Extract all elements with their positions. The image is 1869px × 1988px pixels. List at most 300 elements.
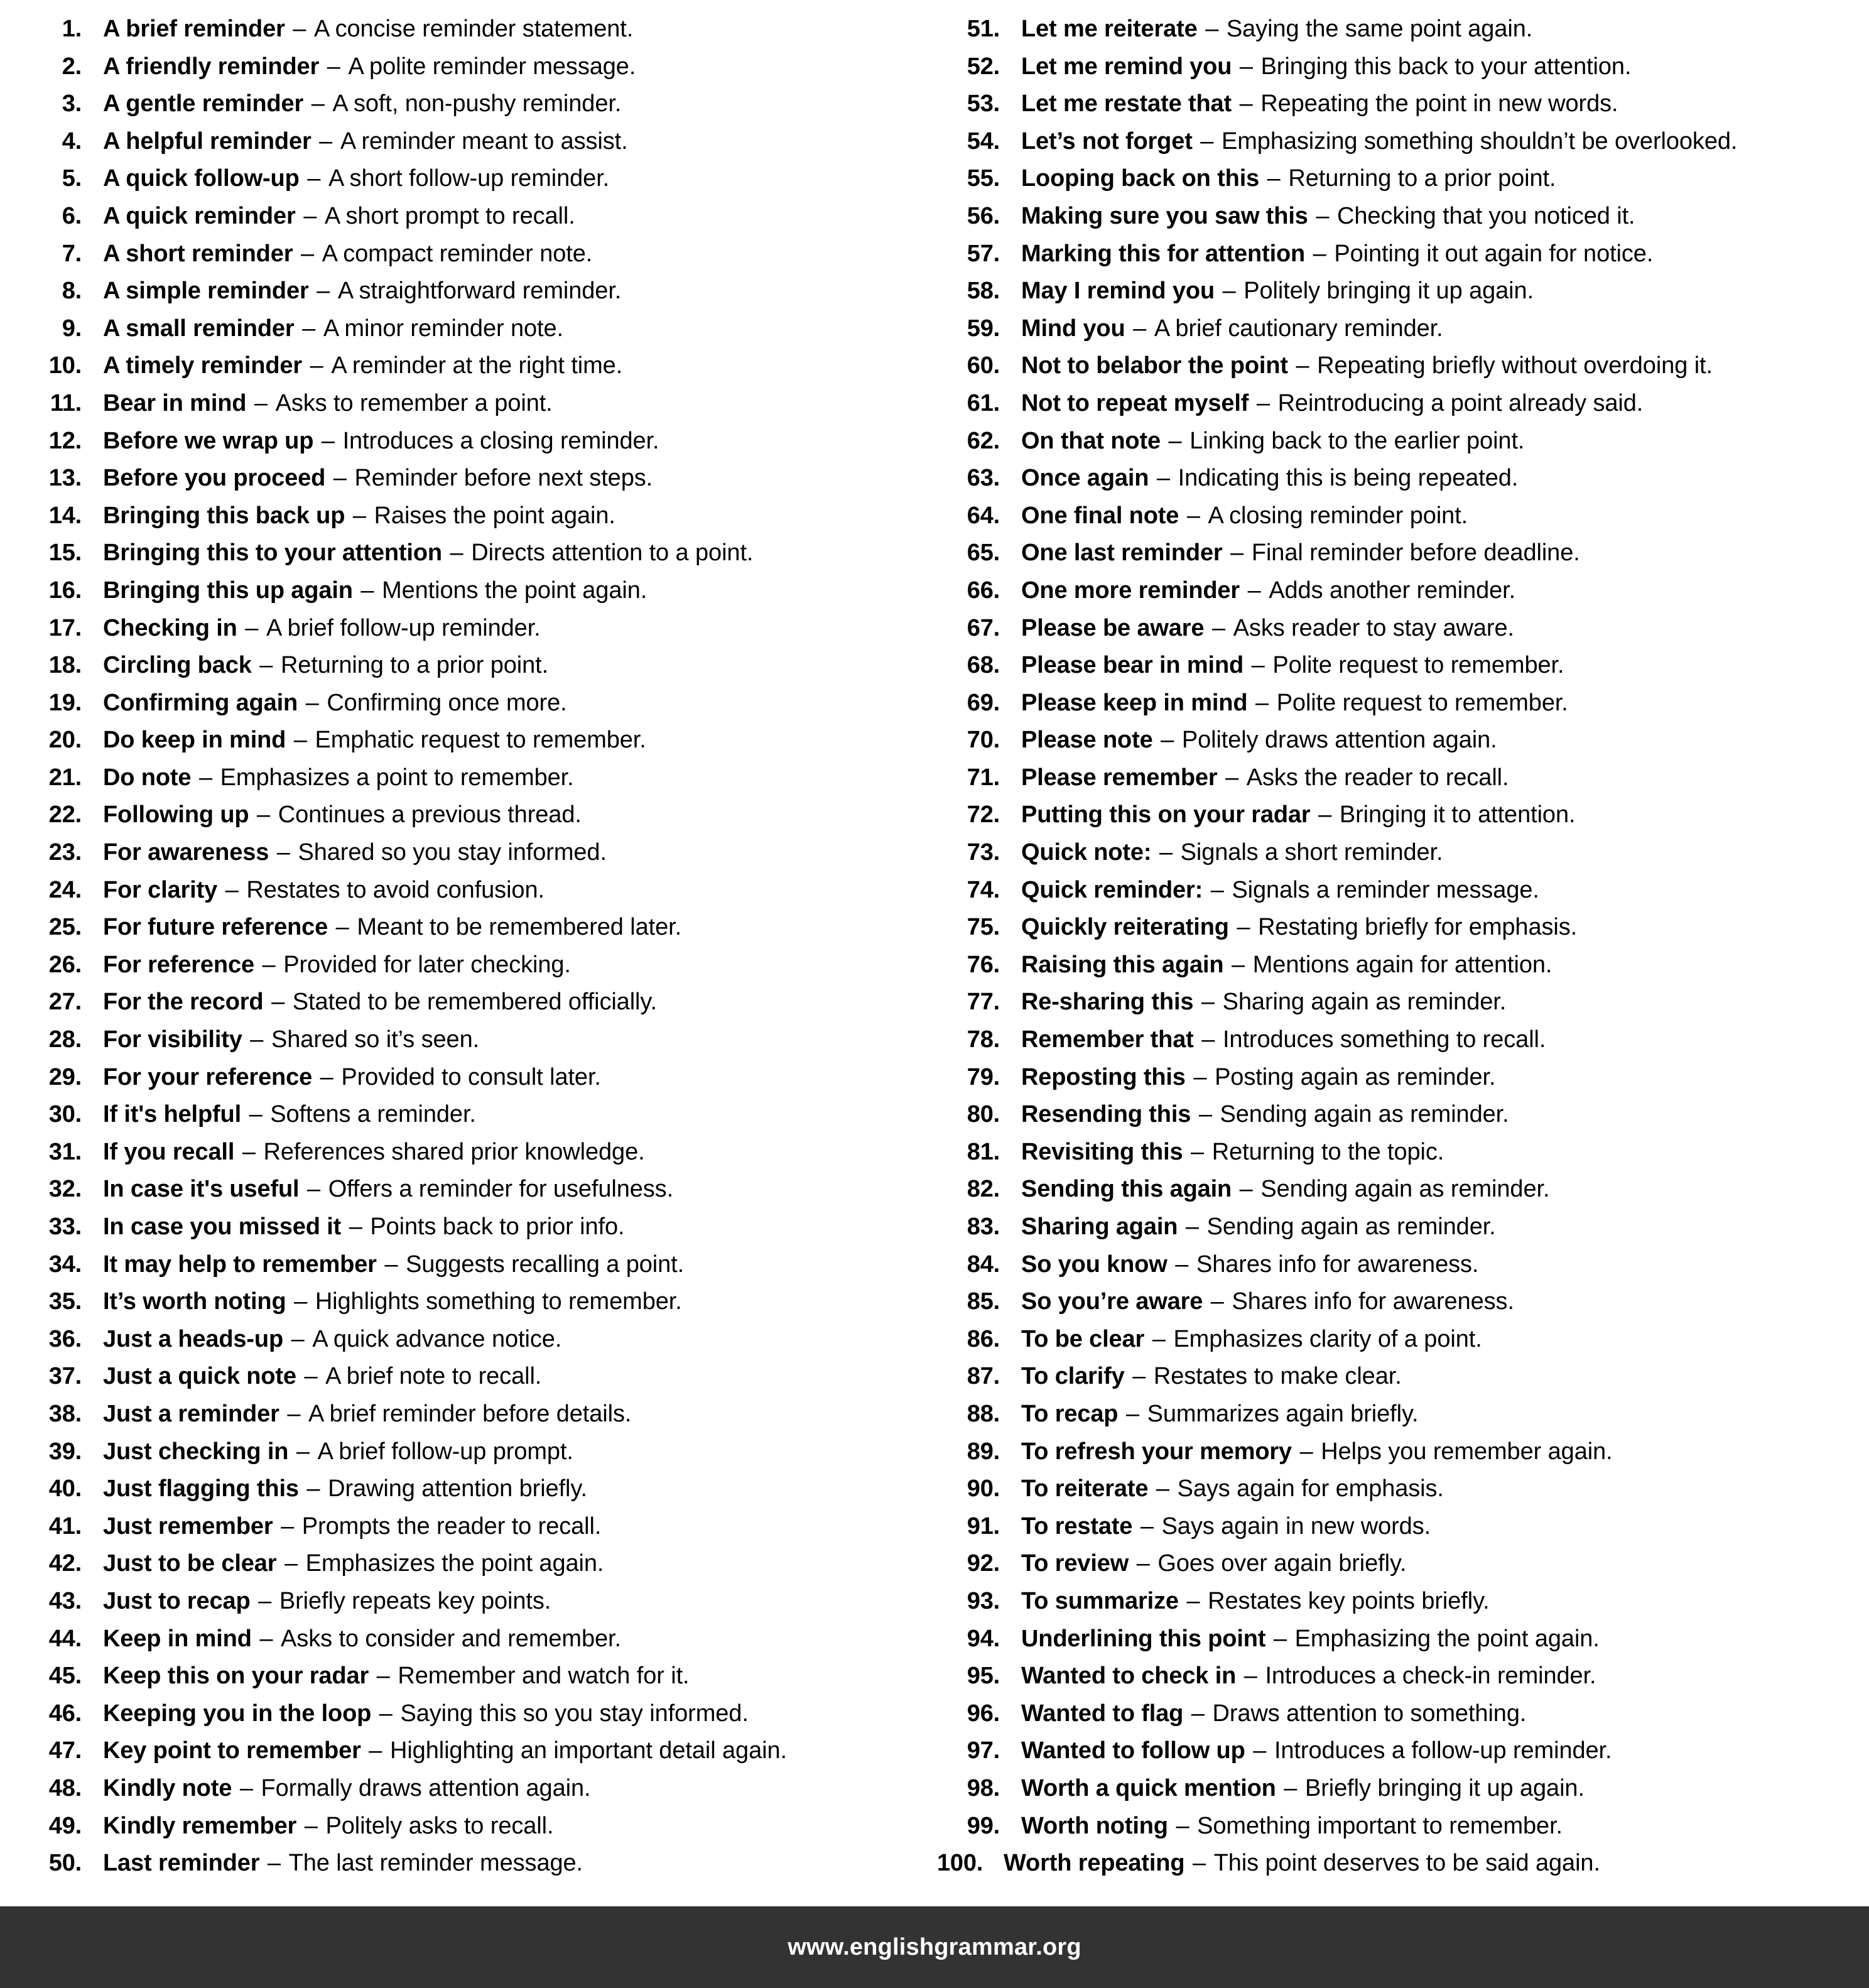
list-item <box>21 759 911 797</box>
phrase-term: To recap <box>1021 1400 1119 1427</box>
phrase-term: Just to be clear <box>103 1550 277 1577</box>
phrase-description: Bringing it to attention. <box>1339 801 1576 828</box>
list-item-number: 39. <box>48 1438 82 1465</box>
list-item-body <box>1021 1583 1869 1621</box>
list-item-number: 5. <box>62 165 82 192</box>
list-item-number: 59. <box>967 315 1000 342</box>
list-item-body <box>103 1358 911 1396</box>
list-item-number: 47. <box>48 1737 82 1764</box>
list-item-body <box>103 423 911 460</box>
list-item-number: 94. <box>967 1625 1000 1652</box>
list-item-body <box>103 1246 911 1284</box>
phrase-separator: – <box>303 202 317 229</box>
list-item-number: 37. <box>48 1363 82 1390</box>
phrase-description: Checking that you noticed it. <box>1337 202 1635 229</box>
list-item-body <box>103 11 911 48</box>
list-item <box>937 1096 1869 1134</box>
phrase-term: Please keep in mind <box>1021 689 1248 716</box>
list-item <box>937 1732 1869 1770</box>
list-item-body <box>103 1470 911 1508</box>
list-item-number: 77. <box>967 989 1000 1016</box>
list-item-body <box>103 1134 911 1171</box>
list-item <box>21 1096 911 1134</box>
phrase-term: Key point to remember <box>103 1737 361 1764</box>
phrase-description: Final reminder before deadline. <box>1251 540 1580 567</box>
phrase-description: A polite reminder message. <box>348 53 636 80</box>
phrase-separator: – <box>1161 727 1174 754</box>
list-item-body <box>1021 347 1869 385</box>
phrase-description: Softens a reminder. <box>270 1101 476 1128</box>
list-item <box>937 1695 1869 1733</box>
list-item <box>937 1545 1869 1583</box>
list-item-body <box>1021 947 1869 984</box>
phrase-description: Saying this so you stay informed. <box>400 1700 749 1727</box>
phrase-description: Politely asks to recall. <box>325 1812 554 1839</box>
list-item-number: 98. <box>967 1774 1000 1801</box>
phrase-separator: – <box>271 989 285 1016</box>
list-item <box>937 647 1869 685</box>
list-item <box>937 160 1869 198</box>
list-item <box>21 1770 911 1808</box>
list-item-body <box>1021 310 1869 348</box>
phrase-description: Returning to a prior point. <box>1288 165 1556 192</box>
list-item-body <box>1021 572 1869 610</box>
phrase-description: Repeating briefly without overdoing it. <box>1317 352 1713 379</box>
list-item-body <box>103 722 911 759</box>
list-item <box>21 85 911 123</box>
phrase-description: Sharing again as reminder. <box>1222 989 1507 1016</box>
phrase-term: Looping back on this <box>1021 165 1260 192</box>
list-item <box>937 1358 1869 1396</box>
phrase-separator: – <box>317 278 330 305</box>
phrase-description: Returning to the topic. <box>1211 1138 1444 1165</box>
phrase-term: A small reminder <box>103 315 295 342</box>
phrase-term: In case it's useful <box>103 1176 300 1203</box>
phrase-separator: – <box>1140 1513 1154 1540</box>
list-item-number: 53. <box>967 90 1000 117</box>
list-item <box>937 984 1869 1021</box>
phrase-description: A soft, non-pushy reminder. <box>332 90 622 117</box>
list-item <box>937 1583 1869 1621</box>
list-item-body <box>1021 1021 1869 1059</box>
phrase-separator: – <box>1230 540 1244 567</box>
phrase-description: Asks to consider and remember. <box>281 1625 621 1652</box>
phrase-separator: – <box>302 315 316 342</box>
list-item <box>937 423 1869 460</box>
list-item <box>21 460 911 497</box>
phrase-description: A brief reminder before details. <box>308 1400 632 1427</box>
list-item <box>937 759 1869 797</box>
phrase-description: Shares info for awareness. <box>1232 1288 1514 1315</box>
phrase-separator: – <box>1251 652 1265 679</box>
phrase-term: Wanted to check in <box>1021 1663 1237 1690</box>
phrase-description: Remember and watch for it. <box>398 1663 690 1690</box>
phrase-description: Emphasizing the point again. <box>1294 1625 1600 1652</box>
list-item <box>937 1246 1869 1284</box>
phrase-description: Shares info for awareness. <box>1196 1251 1479 1278</box>
phrase-description: Emphasizes a point to remember. <box>220 764 574 791</box>
list-item <box>21 11 911 48</box>
phrase-description: Sending again as reminder. <box>1206 1214 1496 1240</box>
list-item-number: 100. <box>937 1850 983 1877</box>
list-item <box>21 796 911 834</box>
phrase-separator: – <box>1198 1101 1212 1128</box>
phrase-term: One final note <box>1021 502 1179 529</box>
phrase-separator: – <box>300 240 315 267</box>
phrase-separator: – <box>1205 16 1219 42</box>
phrase-description: Helps you remember again. <box>1321 1438 1613 1465</box>
list-item-number: 50. <box>48 1850 82 1877</box>
list-item-number: 85. <box>967 1288 1000 1315</box>
phrase-description: Politely bringing it up again. <box>1243 278 1534 305</box>
list-item <box>21 1732 911 1770</box>
footer-bar <box>0 1906 1869 1988</box>
phrase-separator: – <box>239 1774 253 1801</box>
phrase-description: Provided for later checking. <box>283 951 571 978</box>
phrase-term: Keep this on your radar <box>103 1663 369 1690</box>
list-item <box>21 610 911 648</box>
phrase-term: Just flagging this <box>103 1475 299 1502</box>
list-item-number: 45. <box>48 1663 82 1690</box>
phrase-description: Sending again as reminder. <box>1220 1101 1509 1128</box>
list-item <box>937 1433 1869 1471</box>
phrase-separator: – <box>321 427 335 454</box>
phrase-description: Bringing this back to your attention. <box>1260 53 1632 80</box>
list-item-body <box>1021 1470 1869 1508</box>
list-item <box>21 1508 911 1546</box>
phrase-term: Bear in mind <box>103 389 247 416</box>
phrase-term: Wanted to follow up <box>1021 1737 1245 1764</box>
phrase-description: A compact reminder note. <box>322 240 593 267</box>
phrase-description: A short prompt to recall. <box>324 202 575 229</box>
list-item-body <box>103 572 911 610</box>
phrase-term: Remember that <box>1021 1026 1194 1053</box>
list-item <box>21 984 911 1021</box>
list-item <box>21 497 911 535</box>
phrase-term: For visibility <box>103 1026 242 1053</box>
phrase-term: For awareness <box>103 839 269 866</box>
phrase-separator: – <box>1156 465 1171 492</box>
phrase-description: Shared so it’s seen. <box>271 1026 480 1053</box>
phrase-description: Pointing it out again for notice. <box>1334 240 1654 267</box>
phrase-term: A quick reminder <box>103 202 296 229</box>
phrase-separator: – <box>267 1850 281 1877</box>
phrase-separator: – <box>250 1026 264 1053</box>
list-item <box>21 872 911 910</box>
list-item-number: 92. <box>967 1550 1000 1577</box>
phrase-separator: – <box>1210 1288 1224 1315</box>
list-item <box>21 1658 911 1695</box>
phrase-separator: – <box>249 1101 263 1128</box>
phrase-separator: – <box>242 1138 256 1165</box>
list-item-body <box>103 347 911 385</box>
list-item <box>21 1134 911 1171</box>
list-item <box>937 85 1869 123</box>
phrase-term: Please remember <box>1021 764 1218 791</box>
phrase-separator: – <box>306 1475 320 1502</box>
list-item-body <box>103 834 911 872</box>
phrase-term: Let me reiterate <box>1021 16 1198 42</box>
list-item-number: 42. <box>48 1550 82 1577</box>
phrase-term: So you’re aware <box>1021 1288 1203 1315</box>
list-item <box>937 1470 1869 1508</box>
phrase-term: Confirming again <box>103 689 298 716</box>
list-item-body <box>1021 273 1869 310</box>
phrase-separator: – <box>1201 1026 1215 1053</box>
list-item-number: 52. <box>967 53 1000 80</box>
phrase-term: Revisiting this <box>1021 1138 1183 1165</box>
list-item <box>21 160 911 198</box>
list-item-number: 28. <box>48 1026 82 1053</box>
phrase-separator: – <box>349 1214 362 1240</box>
phrase-separator: – <box>1186 1587 1200 1614</box>
list-item-number: 27. <box>48 989 82 1016</box>
list-item-body <box>103 1021 911 1059</box>
phrase-term: Quick note: <box>1021 839 1152 866</box>
phrase-description: Points back to prior info. <box>370 1214 625 1240</box>
list-item-number: 58. <box>967 278 1000 305</box>
list-item-number: 13. <box>48 465 82 492</box>
phrase-separator: – <box>1152 1325 1166 1352</box>
phrase-term: Keep in mind <box>103 1625 252 1652</box>
phrase-separator: – <box>1247 577 1261 604</box>
list-item <box>937 572 1869 610</box>
list-item-body <box>1021 1358 1869 1396</box>
list-item-body <box>103 1770 911 1808</box>
phrase-separator: – <box>1253 1737 1267 1764</box>
phrase-separator: – <box>1239 90 1253 117</box>
phrase-separator: – <box>1132 1363 1146 1390</box>
phrase-separator: – <box>311 90 325 117</box>
phrase-description: Returning to a prior point. <box>280 652 549 679</box>
list-item-body <box>103 198 911 236</box>
phrase-separator: – <box>262 951 276 978</box>
list-item-number: 67. <box>967 614 1000 641</box>
phrase-description: Restating briefly for emphasis. <box>1258 914 1578 941</box>
list-item-body <box>103 48 911 86</box>
phrase-separator: – <box>352 502 367 529</box>
list-item <box>937 872 1869 910</box>
phrase-term: Before we wrap up <box>103 427 314 454</box>
phrase-description: A straightforward reminder. <box>337 278 622 305</box>
phrase-separator: – <box>245 614 259 641</box>
list-item-number: 88. <box>967 1400 1000 1427</box>
list-item-number: 66. <box>967 577 1000 604</box>
list-item-body <box>103 909 911 947</box>
list-item <box>21 236 911 273</box>
phrase-description: Provided to consult later. <box>341 1063 601 1090</box>
phrase-description: Briefly repeats key points. <box>279 1587 551 1614</box>
phrase-separator: – <box>1267 165 1281 192</box>
list-item-number: 49. <box>48 1812 82 1839</box>
list-item-body <box>1004 1845 1869 1882</box>
list-item-number: 84. <box>967 1251 1000 1278</box>
list-item <box>21 572 911 610</box>
list-item-number: 73. <box>967 839 1000 866</box>
phrase-term: May I remind you <box>1021 278 1215 305</box>
phrase-term: A quick follow-up <box>103 165 300 192</box>
list-item <box>937 1321 1869 1359</box>
list-item-body <box>1021 1808 1869 1845</box>
phrase-separator: – <box>320 1063 333 1090</box>
list-item-body <box>1021 872 1869 910</box>
phrase-term: To restate <box>1021 1513 1133 1540</box>
phrase-description: Restates to make clear. <box>1153 1363 1402 1390</box>
phrase-term: Just a heads-up <box>103 1325 284 1352</box>
list-item <box>21 1209 911 1246</box>
list-item-number: 23. <box>48 839 82 866</box>
phrase-term: Sending this again <box>1021 1176 1232 1203</box>
list-item-number: 21. <box>48 764 82 791</box>
list-item-number: 41. <box>48 1513 82 1540</box>
phrase-separator: – <box>259 652 273 679</box>
list-item-number: 82. <box>967 1176 1000 1203</box>
list-item-number: 56. <box>967 202 1000 229</box>
right-column <box>911 0 1869 1882</box>
phrase-description: Says again for emphasis. <box>1177 1475 1444 1502</box>
phrase-description: Introduces something to recall. <box>1222 1026 1546 1053</box>
list-item-number: 8. <box>62 278 82 305</box>
phrase-description: Highlights something to remember. <box>315 1288 682 1315</box>
phrase-term: A timely reminder <box>103 352 303 379</box>
list-item <box>21 1021 911 1059</box>
phrase-description: Emphasizing something shouldn’t be overlooked. <box>1222 128 1738 155</box>
phrase-separator: – <box>294 1288 308 1315</box>
list-item <box>937 535 1869 572</box>
list-item-number: 72. <box>967 801 1000 828</box>
phrase-description: Briefly bringing it up again. <box>1305 1774 1585 1801</box>
phrase-description: A brief follow-up reminder. <box>266 614 541 641</box>
list-item <box>937 48 1869 86</box>
list-item-number: 91. <box>967 1513 1000 1540</box>
phrase-separator: – <box>335 914 349 941</box>
phrase-description: A closing reminder point. <box>1208 502 1468 529</box>
list-item <box>937 236 1869 273</box>
phrase-separator: – <box>1136 1550 1150 1577</box>
list-item-body <box>1021 1621 1869 1658</box>
list-item-body <box>103 460 911 497</box>
phrase-separator: – <box>304 1812 318 1839</box>
phrase-term: Let me remind you <box>1021 53 1232 80</box>
list-item-body <box>1021 796 1869 834</box>
phrase-separator: – <box>369 1737 382 1764</box>
list-item-number: 68. <box>967 652 1000 679</box>
list-item-body <box>1021 11 1869 48</box>
list-item <box>937 1134 1869 1171</box>
phrase-description: Highlighting an important detail again. <box>389 1737 787 1764</box>
list-item-number: 90. <box>967 1475 1000 1502</box>
list-item <box>937 123 1869 161</box>
phrase-term: Reposting this <box>1021 1063 1186 1090</box>
phrase-term: To review <box>1021 1550 1129 1577</box>
list-item <box>937 385 1869 423</box>
list-item-number: 60. <box>967 352 1000 379</box>
phrase-separator: – <box>1193 1063 1207 1090</box>
list-item <box>21 1470 911 1508</box>
phrase-separator: – <box>1284 1774 1297 1801</box>
list-item-body <box>1021 198 1869 236</box>
phrase-description: Polite request to remember. <box>1276 689 1568 716</box>
phrase-separator: – <box>310 352 323 379</box>
phrase-description: Adds another reminder. <box>1269 577 1516 604</box>
phrase-term: For clarity <box>103 876 218 903</box>
phrase-term: To reiterate <box>1021 1475 1149 1502</box>
phrase-description: Offers a reminder for usefulness. <box>328 1176 674 1203</box>
list-item <box>937 1209 1869 1246</box>
phrase-description: Confirming once more. <box>327 689 567 716</box>
phrase-description: Linking back to the earlier point. <box>1189 427 1525 454</box>
list-item-number: 61. <box>967 389 1000 416</box>
list-item-number: 19. <box>48 689 82 716</box>
list-item-body <box>1021 85 1869 123</box>
list-item-number: 95. <box>967 1663 1000 1690</box>
list-item-body <box>1021 984 1869 1021</box>
phrase-description: Shared so you stay informed. <box>298 839 607 866</box>
phrase-description: Posting again as reminder. <box>1215 1063 1496 1090</box>
list-item <box>21 947 911 984</box>
phrase-description: Introduces a closing reminder. <box>342 427 659 454</box>
phrase-separator: – <box>1243 1663 1257 1690</box>
phrase-term: Just remember <box>103 1513 273 1540</box>
list-item <box>937 610 1869 648</box>
list-item-body <box>103 796 911 834</box>
list-item-body <box>103 1171 911 1209</box>
phrase-description: This point deserves to be said again. <box>1213 1850 1600 1877</box>
phrase-separator: – <box>1239 53 1253 80</box>
list-item-body <box>1021 759 1869 797</box>
phrase-separator: – <box>1175 1251 1189 1278</box>
phrase-term: Last reminder <box>103 1850 260 1877</box>
phrase-separator: – <box>198 764 213 791</box>
phrase-term: Let’s not forget <box>1021 128 1193 155</box>
list-item-number: 24. <box>48 876 82 903</box>
phrase-description: A reminder meant to assist. <box>340 128 628 155</box>
phrase-separator: – <box>259 1625 273 1652</box>
phrase-separator: – <box>225 876 239 903</box>
list-item-number: 9. <box>62 315 82 342</box>
list-item <box>937 1283 1869 1321</box>
phrase-separator: – <box>379 1700 393 1727</box>
phrase-description: Drawing attention briefly. <box>328 1475 587 1502</box>
list-item-body <box>103 1096 911 1134</box>
phrase-description: Emphasizes clarity of a point. <box>1173 1325 1482 1352</box>
list-item <box>21 647 911 685</box>
phrase-separator: – <box>327 53 340 80</box>
list-item <box>21 1321 911 1359</box>
phrase-separator: – <box>376 1663 390 1690</box>
phrase-description: A minor reminder note. <box>323 315 564 342</box>
phrase-separator: – <box>1299 1438 1313 1465</box>
phrase-term: A gentle reminder <box>103 90 304 117</box>
phrase-separator: – <box>333 465 347 492</box>
phrase-separator: – <box>319 128 333 155</box>
list-item-number: 1. <box>62 16 82 42</box>
list-item <box>21 722 911 759</box>
phrase-term: Please bear in mind <box>1021 652 1244 679</box>
list-item-body <box>1021 1171 1869 1209</box>
phrase-description: Reintroducing a point already said. <box>1277 389 1644 416</box>
phrase-term: Just to recap <box>103 1587 251 1614</box>
list-item-body <box>103 1583 911 1621</box>
list-item-number: 3. <box>62 90 82 117</box>
phrase-description: Asks the reader to recall. <box>1246 764 1509 791</box>
phrase-description: A quick advance notice. <box>312 1325 562 1352</box>
list-item-body <box>1021 535 1869 572</box>
phrase-description: Prompts the reader to recall. <box>301 1513 602 1540</box>
list-item-body <box>1021 647 1869 685</box>
list-item <box>21 685 911 722</box>
list-item-body <box>1021 1209 1869 1246</box>
